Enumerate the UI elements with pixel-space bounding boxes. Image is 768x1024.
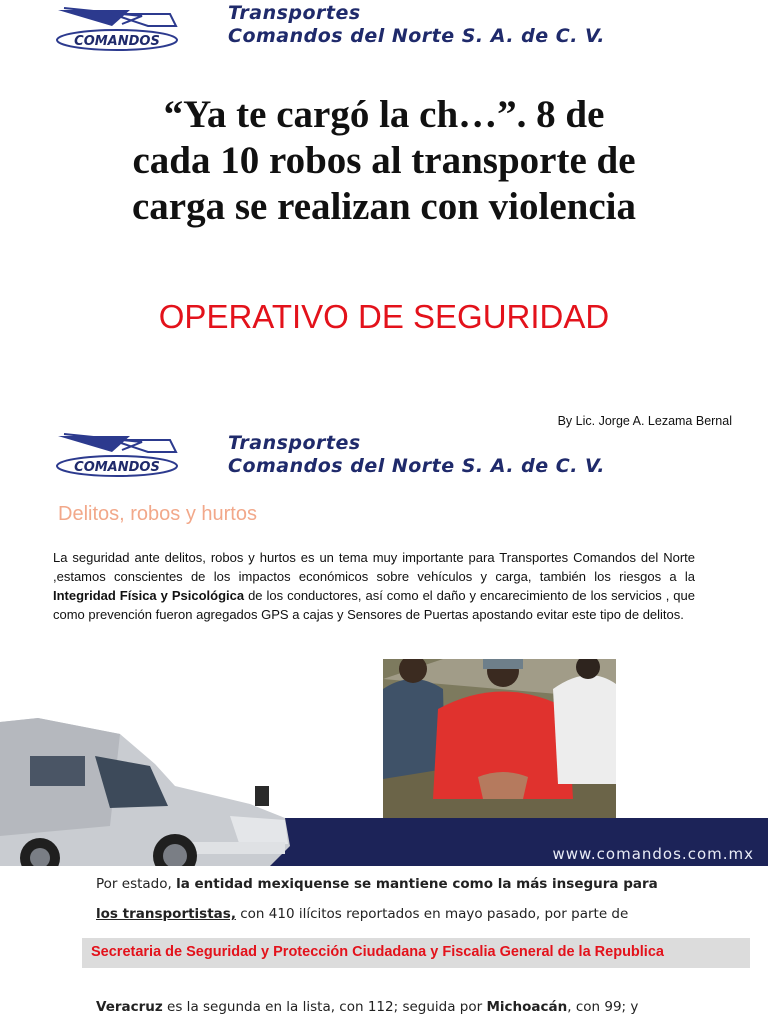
truck-icon xyxy=(0,716,300,866)
headline-line3: carga se realizan con violencia xyxy=(131,185,636,228)
company-name xyxy=(228,4,605,46)
lower-line-4 xyxy=(96,999,638,1015)
lower-line-1 xyxy=(96,876,658,892)
lower-line-2-bold: los transportistas, xyxy=(96,906,236,922)
company-logo-2 xyxy=(52,432,182,475)
lower-line-4-text-2: , con 99; y xyxy=(567,999,639,1015)
photo-image xyxy=(383,659,616,818)
paragraph-bold: Integridad Física y Psicológica xyxy=(53,588,245,603)
lower-line-2 xyxy=(96,906,628,922)
paragraph-text-2: de los conductores, así como el daño y encarecimiento de los servicios , que como prevención fueron agregados GPS a cajas y Sensores de Puertas apostando evitar este tipo de delitos. xyxy=(53,588,695,622)
svg-text:COMANDOS: COMANDOS xyxy=(74,34,160,49)
highlight-text: Secretaria de Seguridad y Protección Ciudadana y Fiscalia General de la Republica xyxy=(91,944,664,960)
website-url[interactable]: www.comandos.com.mx xyxy=(552,845,754,863)
byline: By Lic. Jorge A. Lezama Bernal xyxy=(557,414,732,428)
section-title: Delitos, robos y hurtos xyxy=(58,503,257,525)
svg-text:COMANDOS: COMANDOS xyxy=(74,460,160,475)
lower-line-4-text-1: es la segunda en la lista, con 112; seguida por xyxy=(162,999,487,1015)
company-name-line1: Transportes xyxy=(228,432,361,454)
lower-line-1-text: Por estado, xyxy=(96,876,177,892)
logo-truck-icon xyxy=(52,6,182,52)
lower-line-4-bold-1: Veracruz xyxy=(96,999,163,1015)
lower-line-1-bold: la entidad mexiquense se mantiene como la más insegura para xyxy=(176,876,658,892)
headline-line1: “Ya te cargó la ch…”. 8 de xyxy=(163,93,605,136)
headline-line2: cada 10 robos al transporte de xyxy=(132,139,636,182)
lower-line-4-bold-2: Michoacán xyxy=(486,999,568,1015)
headline xyxy=(40,92,728,230)
section-paragraph xyxy=(53,548,695,624)
company-name-2 xyxy=(228,434,605,476)
detainees-photo xyxy=(383,659,616,818)
company-name-line1: Transportes xyxy=(228,2,361,24)
company-logo xyxy=(52,6,182,49)
subtitle: OPERATIVO DE SEGURIDAD xyxy=(158,298,610,335)
paragraph-text-1: La seguridad ante delitos, robos y hurtos es un tema muy importante para Transportes Comandos del Norte ,estamos conscientes de los impactos económicos sobre vehículos y carga, también los riesgos a la xyxy=(53,550,695,584)
logo-truck-icon xyxy=(52,432,182,478)
truck-image xyxy=(0,716,300,866)
lower-line-2-text: con 410 ilícitos reportados en mayo pasado, por parte de xyxy=(235,906,629,922)
company-name-line2: Comandos del Norte S. A. de C. V. xyxy=(228,25,605,47)
company-name-line2: Comandos del Norte S. A. de C. V. xyxy=(228,455,605,477)
